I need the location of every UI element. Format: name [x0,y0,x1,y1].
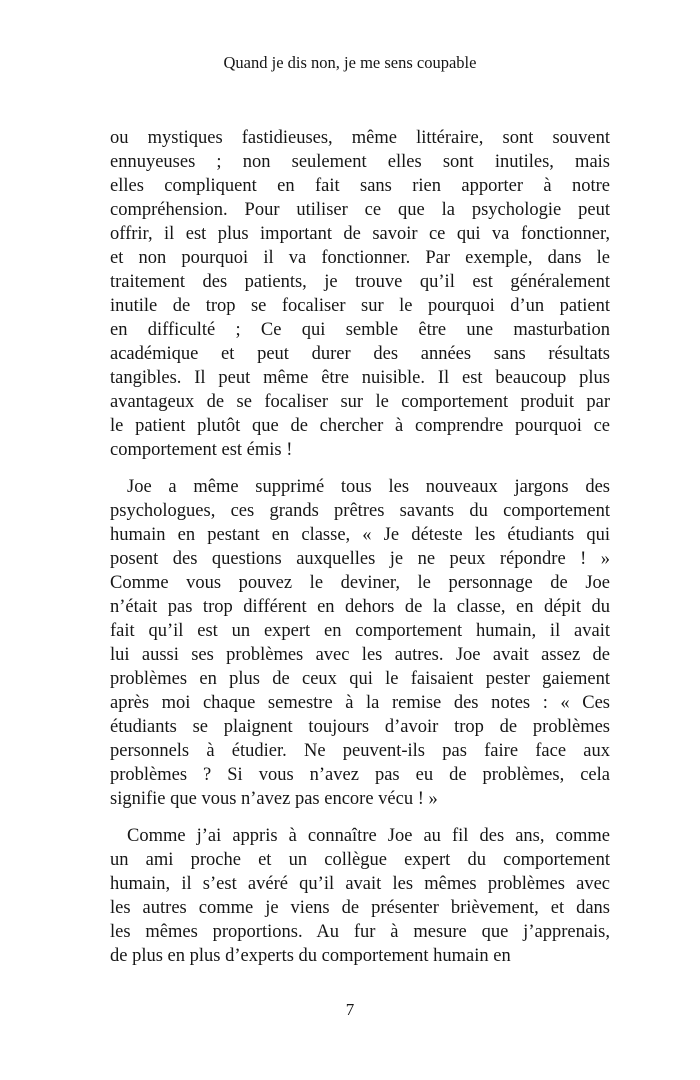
text-line: après moi chaque semestre à la remise des notes : « Ces [110,693,610,713]
text-line: Joe a même supprimé tous les nouveaux jargons des [127,477,610,497]
text-line: compréhension. Pour utiliser ce que la psychologie peut [110,200,610,220]
text-line: lui aussi ses problèmes avec les autres. Joe avait assez de [110,645,610,665]
text-line: Comme vous pouvez le deviner, le personnage de Joe [110,573,610,593]
text-line: n’était pas trop différent en dehors de la classe, en dépit du [110,597,610,617]
text-line: humain, il s’est avéré qu’il avait les mêmes problèmes avec [110,874,610,894]
text-line: fait qu’il est un expert en comportement humain, il avait [110,621,610,641]
paragraph [110,126,610,462]
page-number: 7 [345,1000,355,1019]
text-body [110,126,610,981]
text-line: problèmes en plus de ceux qui le faisaient pester gaiement [110,669,610,689]
text-line: humain en pestant en classe, « Je déteste les étudiants qui [110,525,610,545]
text-line: personnels à étudier. Ne peuvent-ils pas faire face aux [110,741,610,761]
text-line: problèmes ? Si vous n’avez pas eu de problèmes, cela [110,765,610,785]
text-line: les autres comme je viens de présenter brièvement, et dans [110,898,610,918]
text-line: inutile de trop se focaliser sur le pourquoi d’un patient [110,296,610,316]
text-line: traitement des patients, je trouve qu’il est généralement [110,272,610,292]
text-line: psychologues, ces grands prêtres savants du comportement [110,501,610,521]
text-line: de plus en plus d’experts du comportement humain en [110,946,511,966]
text-line: les mêmes proportions. Au fur à mesure que j’apprenais, [110,922,610,942]
text-line: signifie que vous n’avez pas encore vécu ! » [110,789,438,809]
text-line: le patient plutôt que de chercher à comprendre pourquoi ce [110,416,610,436]
text-line: en difficulté ; Ce qui semble être une masturbation [110,320,610,340]
text-line: Comme j’ai appris à connaître Joe au fil des ans, comme [127,826,610,846]
text-line: avantageux de se focaliser sur le comportement produit par [110,392,610,412]
text-line: académique et peut durer des années sans résultats [110,344,610,364]
text-line: tangibles. Il peut même être nuisible. Il est beaucoup plus [110,368,610,388]
text-line: posent des questions auxquelles je ne peux répondre ! » [110,549,610,569]
text-line: un ami proche et un collègue expert du comportement [110,850,610,870]
text-line: comportement est émis ! [110,440,293,460]
paragraph [110,475,610,811]
running-header: Quand je dis non, je me sens coupable [223,53,477,72]
paragraph [110,824,610,968]
text-line: ou mystiques fastidieuses, même littéraire, sont souvent [110,128,610,148]
text-line: et non pourquoi il va fonctionner. Par exemple, dans le [110,248,610,268]
text-line: offrir, il est plus important de savoir ce qui va fonctionner, [110,224,610,244]
text-line: elles compliquent en fait sans rien apporter à notre [110,176,610,196]
text-line: ennuyeuses ; non seulement elles sont inutiles, mais [110,152,610,172]
text-line: étudiants se plaignent toujours d’avoir trop de problèmes [110,717,610,737]
